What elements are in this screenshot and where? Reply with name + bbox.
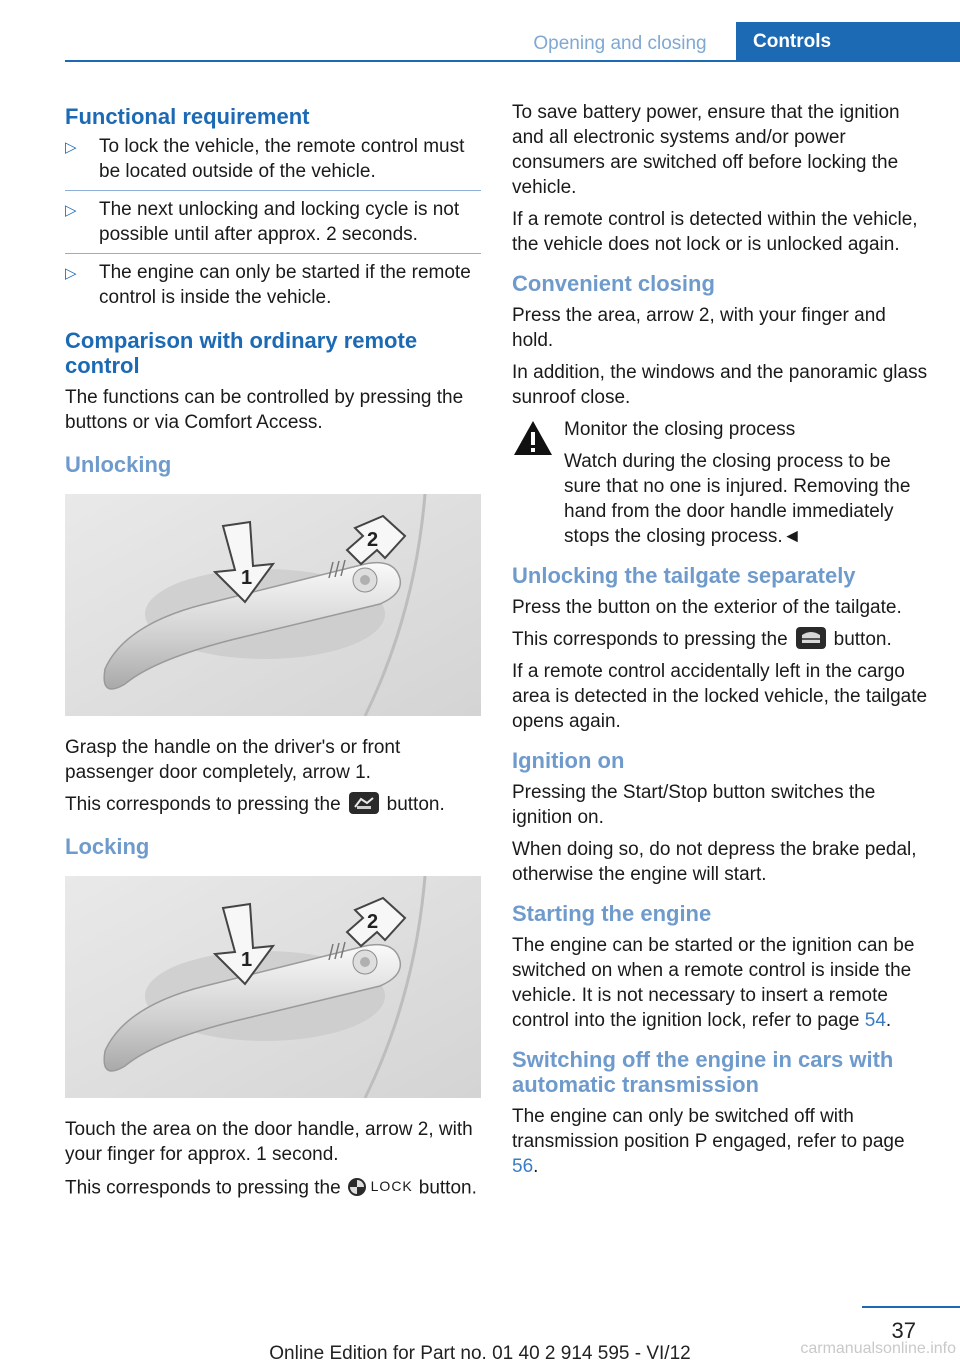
svg-text:2: 2 (367, 529, 379, 551)
switching-off-text-content: The engine can only be switched off with transmission position P engaged, refer to page (512, 1106, 905, 1152)
bullet-triangle-icon: ▷ (65, 265, 77, 282)
heading-functional-requirement: Functional requirement (65, 104, 310, 129)
edition-footer: Online Edition for Part no. 01 40 2 914 595 - VI/12 (269, 1343, 691, 1362)
list-item (65, 197, 481, 254)
list-item (65, 260, 481, 314)
warning-triangle-icon (512, 419, 554, 457)
tailgate-text-3: If a remote control accidentally left in the cargo area is detected in the locked vehicle, the tailgate opens again. (512, 661, 928, 732)
switching-off-text (512, 1104, 930, 1179)
convenient-text-2: In addition, the windows and the panoramic glass sunroof close. (512, 362, 928, 408)
unlocking-button-text-after: button. (386, 794, 445, 815)
comparison-text: The functions can be controlled by pressing the buttons or via Comfort Access. (65, 387, 464, 433)
locking-button-text (65, 1174, 481, 1201)
switching-off-text-end: . (533, 1156, 539, 1177)
left-column (65, 100, 481, 1208)
list-item-text: To lock the vehicle, the remote control must be located outside of the vehicle. (99, 136, 465, 182)
page-number: 37 (891, 1318, 916, 1343)
footer-rule (862, 1306, 960, 1308)
tailgate-text-before: This corresponds to pressing the (512, 629, 788, 650)
bullet-triangle-icon: ▷ (65, 139, 77, 156)
header-section-tab: Opening and closing (533, 33, 707, 54)
bullet-triangle-icon: ▷ (65, 202, 77, 219)
tailgate-text-after: button. (833, 629, 892, 650)
heading-starting-engine: Starting the engine (512, 901, 712, 926)
lock-button (347, 1174, 413, 1199)
right-column (512, 100, 930, 1186)
starting-text-end: . (885, 1010, 892, 1031)
watermark: carmanualsonline.info (800, 1340, 956, 1357)
intro-text-1: To save battery power, ensure that the ignition and all electronic systems and/or power consumers are switched off before locking the vehicle. (512, 102, 900, 198)
heading-convenient-closing: Convenient closing (512, 271, 715, 296)
heading-locking: Locking (65, 834, 150, 859)
heading-switching-off: Switching off the engine in cars with automatic transmission (512, 1047, 894, 1097)
list-item-text: The next unlocking and locking cycle is not possible until after approx. 2 seconds. (99, 199, 460, 245)
page-link-56[interactable]: 56 (512, 1156, 534, 1177)
requirement-list (65, 134, 481, 314)
warning-title: Monitor the closing process (564, 419, 796, 440)
unlocking-button-text-before: This corresponds to pressing the (65, 794, 341, 815)
locking-text: Touch the area on the door handle, arrow 2, with your finger for approx. 1 second. (65, 1119, 473, 1165)
ignition-text-2: When doing so, do not depress the brake pedal, otherwise the engine will start. (512, 839, 917, 885)
header-chapter-tab: Controls (736, 22, 960, 62)
header-rule (65, 60, 960, 62)
unlock-button-icon (349, 792, 379, 814)
tailgate-button-icon (796, 627, 826, 649)
heading-tailgate: Unlocking the tailgate separately (512, 563, 856, 588)
page-link-54[interactable]: 54 (864, 1010, 886, 1031)
list-item (65, 134, 481, 191)
locking-button-text-before: This corresponds to pressing the (65, 1177, 341, 1199)
bmw-roundel-icon (347, 1177, 367, 1197)
svg-text:1: 1 (241, 567, 253, 589)
locking-button-text-after: button. (418, 1177, 477, 1199)
heading-ignition-on: Ignition on (512, 748, 625, 773)
heading-unlocking: Unlocking (65, 452, 172, 477)
warning-box (512, 417, 930, 549)
unlocking-button-text (65, 792, 481, 817)
heading-comparison: Comparison with ordinary remote control (65, 328, 418, 378)
starting-text-content: The engine can be started or the ignition can be switched on when a remote control is inside the vehicle. It is not necessary to insert a remote control into the ignition lock, refer to page (512, 935, 915, 1031)
door-handle-unlocking-figure (65, 494, 481, 716)
convenient-text-1: Press the area, arrow 2, with your finger and hold. (512, 305, 886, 351)
svg-text:2: 2 (367, 911, 379, 933)
warning-text-content: Watch during the closing process to be sure that no one is injured. Removing the hand from the door handle immediately stops the closing process.◄ (564, 451, 911, 547)
ignition-text-1: Pressing the Start/Stop button switches the ignition on. (512, 782, 876, 828)
tailgate-text-1: Press the button on the exterior of the tailgate. (512, 597, 902, 618)
starting-text (512, 933, 930, 1033)
svg-text:1: 1 (241, 949, 253, 971)
tailgate-text-2 (512, 627, 930, 652)
unlocking-text: Grasp the handle on the driver's or front passenger door completely, arrow 1. (65, 737, 401, 783)
list-item-text: The engine can only be started if the remote control is inside the vehicle. (99, 262, 471, 308)
door-handle-locking-figure (65, 876, 481, 1098)
warning-text (512, 449, 930, 549)
lock-label: LOCK (370, 1178, 413, 1194)
intro-text-2: If a remote control is detected within the vehicle, the vehicle does not lock or is unlocked again. (512, 209, 918, 255)
